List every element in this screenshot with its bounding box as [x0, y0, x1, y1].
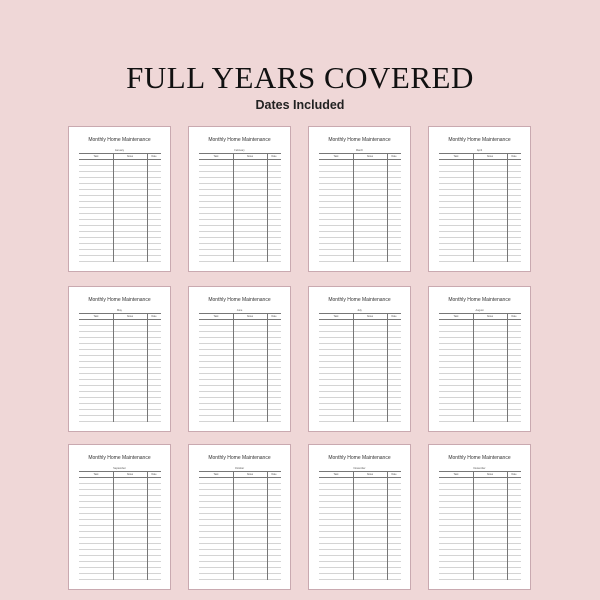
page-title: Monthly Home Maintenance [328, 297, 391, 303]
table-rows [199, 320, 281, 422]
column-header-date: Date [511, 155, 517, 158]
column-divider [353, 314, 354, 422]
column-divider [387, 154, 388, 262]
column-header-task: Task [333, 155, 339, 158]
column-header-date: Date [391, 473, 397, 476]
page-title: Monthly Home Maintenance [448, 137, 511, 143]
month-label: April [476, 149, 483, 152]
maintenance-table [319, 153, 401, 263]
planner-page-july [308, 286, 411, 432]
month-label: November [353, 467, 366, 470]
column-divider [233, 314, 234, 422]
column-header-notes: Notes [366, 315, 374, 318]
column-header-task: Task [453, 155, 459, 158]
page-title: Monthly Home Maintenance [208, 297, 271, 303]
month-label: July [357, 309, 362, 312]
column-divider [473, 472, 474, 580]
column-header-date: Date [511, 473, 517, 476]
column-header-task: Task [213, 473, 219, 476]
column-header-date: Date [511, 315, 517, 318]
column-divider [147, 472, 148, 580]
table-rows [199, 478, 281, 580]
column-header-date: Date [151, 473, 157, 476]
page-title: Monthly Home Maintenance [448, 297, 511, 303]
headline: FULL YEARS COVERED [126, 60, 474, 95]
column-header-task: Task [453, 473, 459, 476]
month-label: February [234, 149, 245, 152]
column-header-notes: Notes [366, 155, 374, 158]
column-header-date: Date [271, 473, 277, 476]
maintenance-table [439, 313, 521, 423]
column-divider [267, 314, 268, 422]
column-divider [473, 154, 474, 262]
column-divider [233, 154, 234, 262]
column-divider [353, 154, 354, 262]
month-label: October [234, 467, 245, 470]
column-divider [267, 154, 268, 262]
column-divider [267, 472, 268, 580]
column-divider [147, 154, 148, 262]
table-rows [319, 320, 401, 422]
maintenance-table [439, 153, 521, 263]
column-header-notes: Notes [126, 473, 134, 476]
column-header-date: Date [391, 155, 397, 158]
column-divider [113, 472, 114, 580]
column-header-task: Task [93, 315, 99, 318]
column-header-notes: Notes [246, 155, 254, 158]
column-divider [507, 154, 508, 262]
maintenance-table [199, 153, 281, 263]
column-divider [473, 314, 474, 422]
page-title: Monthly Home Maintenance [88, 455, 151, 461]
table-rows [79, 478, 161, 580]
column-header-notes: Notes [486, 315, 494, 318]
column-divider [507, 314, 508, 422]
column-header-notes: Notes [246, 315, 254, 318]
maintenance-table [199, 313, 281, 423]
planner-page-november [308, 444, 411, 590]
column-header-date: Date [271, 155, 277, 158]
column-header-task: Task [333, 473, 339, 476]
month-label: January [114, 149, 125, 152]
page-title: Monthly Home Maintenance [328, 137, 391, 143]
page-title: Monthly Home Maintenance [88, 297, 151, 303]
column-divider [507, 472, 508, 580]
page-title: Monthly Home Maintenance [88, 137, 151, 143]
column-header-date: Date [271, 315, 277, 318]
planner-page-january [68, 126, 171, 272]
maintenance-table [79, 313, 161, 423]
planner-page-october [188, 444, 291, 590]
planner-page-august [428, 286, 531, 432]
planner-page-september [68, 444, 171, 590]
column-divider [113, 154, 114, 262]
page-title: Monthly Home Maintenance [448, 455, 511, 461]
page-title: Monthly Home Maintenance [208, 455, 271, 461]
column-header-task: Task [93, 473, 99, 476]
column-header-date: Date [151, 315, 157, 318]
maintenance-table [79, 471, 161, 581]
planner-page-may [68, 286, 171, 432]
column-header-task: Task [213, 155, 219, 158]
column-header-task: Task [93, 155, 99, 158]
column-header-notes: Notes [486, 473, 494, 476]
table-rows [319, 160, 401, 262]
table-rows [439, 160, 521, 262]
maintenance-table [79, 153, 161, 263]
column-divider [353, 472, 354, 580]
page-title: Monthly Home Maintenance [328, 455, 391, 461]
column-header-notes: Notes [126, 315, 134, 318]
table-rows [319, 478, 401, 580]
subheadline: Dates Included [255, 98, 345, 112]
planner-page-march [308, 126, 411, 272]
month-label: September [113, 467, 126, 470]
maintenance-table [439, 471, 521, 581]
month-label: August [475, 309, 484, 312]
column-header-date: Date [391, 315, 397, 318]
maintenance-table [319, 313, 401, 423]
planner-page-april [428, 126, 531, 272]
column-divider [387, 314, 388, 422]
column-header-notes: Notes [486, 155, 494, 158]
column-divider [233, 472, 234, 580]
planner-page-june [188, 286, 291, 432]
maintenance-table [199, 471, 281, 581]
planner-page-february [188, 126, 291, 272]
column-divider [147, 314, 148, 422]
column-header-notes: Notes [246, 473, 254, 476]
month-label: March [355, 149, 364, 152]
column-divider [387, 472, 388, 580]
table-rows [199, 160, 281, 262]
column-divider [113, 314, 114, 422]
column-header-notes: Notes [366, 473, 374, 476]
maintenance-table [319, 471, 401, 581]
table-rows [439, 478, 521, 580]
column-header-notes: Notes [126, 155, 134, 158]
planner-page-grid [68, 126, 532, 590]
column-header-date: Date [151, 155, 157, 158]
month-label: December [473, 467, 486, 470]
page-title: Monthly Home Maintenance [208, 137, 271, 143]
month-label: June [236, 309, 243, 312]
table-rows [439, 320, 521, 422]
table-rows [79, 320, 161, 422]
column-header-task: Task [333, 315, 339, 318]
column-header-task: Task [213, 315, 219, 318]
month-label: May [117, 309, 122, 312]
column-header-task: Task [453, 315, 459, 318]
table-rows [79, 160, 161, 262]
planner-page-december [428, 444, 531, 590]
